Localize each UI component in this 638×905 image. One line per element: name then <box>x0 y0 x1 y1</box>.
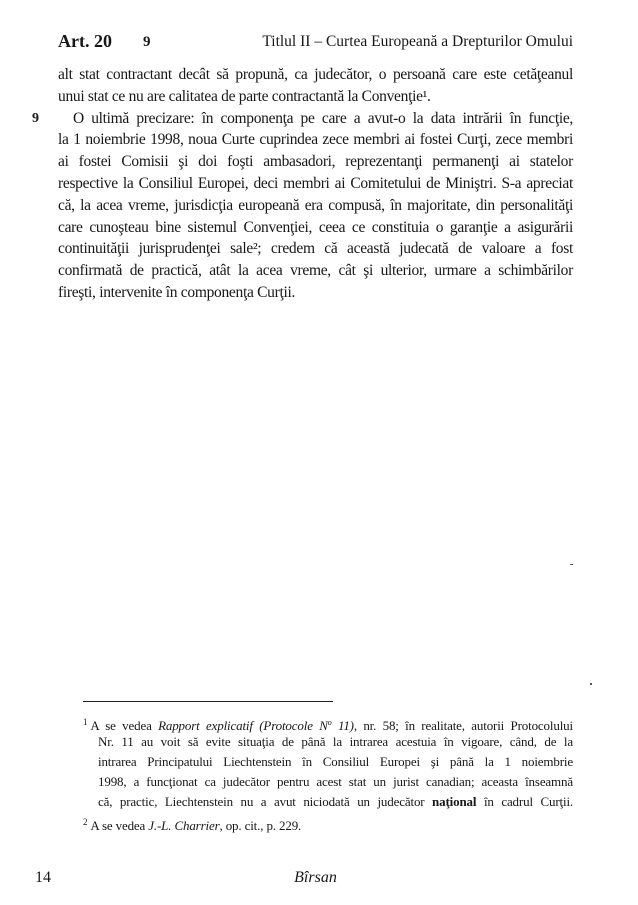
footnote-text: A se vedea <box>90 818 149 833</box>
margin-paragraph-number: 9 <box>32 110 39 126</box>
text-line: că, la acea vreme, jurisdicţia europeană era compusă, în majoritate, din personalităţi <box>58 196 573 214</box>
footnote-line: Nr. 11 au voit să evite situaţia de până la intrarea acestuia în vigoare, când, de la <box>98 734 573 749</box>
footnote-line: 1998, a funcţionat ca judecător pentru acest stat un jurist canadian; aceasta înseamnă <box>98 774 573 789</box>
page-number: 14 <box>35 869 51 886</box>
footnote-text: că, practic, Liechtenstein nu a avut niciodată un judecător <box>98 794 433 809</box>
text-line: la 1 noiembrie 1998, noua Curte cuprindea zece membri ai fostei Curţi, zece membri <box>58 131 573 149</box>
footnote <box>83 812 573 832</box>
text-line: fireşti, intervenite în componenţa Curţii. <box>58 283 296 301</box>
text-line: confirmată de practică, atât la acea vreme, cât şi ulterior, urmare a schimbărilor <box>58 262 573 280</box>
footnote-line <box>83 792 573 812</box>
author-name: Bîrsan <box>294 869 337 886</box>
cited-work-title: Rapport explicatif (Protocole N <box>158 718 328 733</box>
text-line: O ultimă precizare: în componenţa pe care a avut-o la data intrării în funcţie, <box>73 109 573 127</box>
footnote-line <box>83 812 573 832</box>
text-line: care cunoşteau bine sistemul Convenţiei, ceea ce constituia o garanţie a asigurării <box>58 218 573 236</box>
text-line: respective la Consiliul Europei, deci membri ai Comitetului de Miniştri. S-a apreciat <box>58 174 573 192</box>
scan-speck <box>570 564 573 565</box>
footnote-line <box>83 712 573 732</box>
footnote-marker: 2 <box>83 817 88 827</box>
scan-speck <box>590 683 592 685</box>
cited-work-superscript: o <box>327 718 332 727</box>
footnote-marker: 1 <box>83 717 88 727</box>
footnote <box>83 712 573 812</box>
article-number: Art. 20 <box>58 31 112 51</box>
emphasized-word: naţional <box>432 794 477 809</box>
paragraph <box>58 64 573 108</box>
footnote-text: în cadrul Curţii. <box>476 794 574 809</box>
cited-work-title-end: 11) <box>331 718 354 733</box>
footnote-separator <box>83 701 333 702</box>
header-margin-number: 9 <box>143 34 151 50</box>
text-line: alt stat contractant decât să propună, ca judecător, o persoană care este cetăţeanul <box>58 66 573 83</box>
body-text <box>58 64 573 304</box>
footnote-text: , nr. 58; în realitate, autorii Protocolului <box>353 718 573 733</box>
cited-author: J.-L. Charrier <box>148 818 220 833</box>
text-line: unui stat ce nu are calitatea de parte contractantă la Convenţie¹. <box>58 87 431 105</box>
text-line: ai fostei Comisii şi doi foşti ambasadori, reprezentanţi permanenţi ai statelor <box>58 153 573 171</box>
running-title: Titlul II – Curtea Europeană a Drepturilor Omului <box>262 33 573 50</box>
footnote-text: , op. cit., p. 229. <box>219 818 302 833</box>
footnote-text: A se vedea <box>90 718 159 733</box>
paragraph <box>58 108 573 304</box>
footnotes <box>83 712 573 832</box>
footnote-line: intrarea Principatului Liechtenstein în Consiliul Europei şi până la 1 noiembrie <box>98 754 573 769</box>
text-line: continuităţii jurisprudenţei sale²; credem că această judecată de valoare a fost <box>58 240 573 258</box>
